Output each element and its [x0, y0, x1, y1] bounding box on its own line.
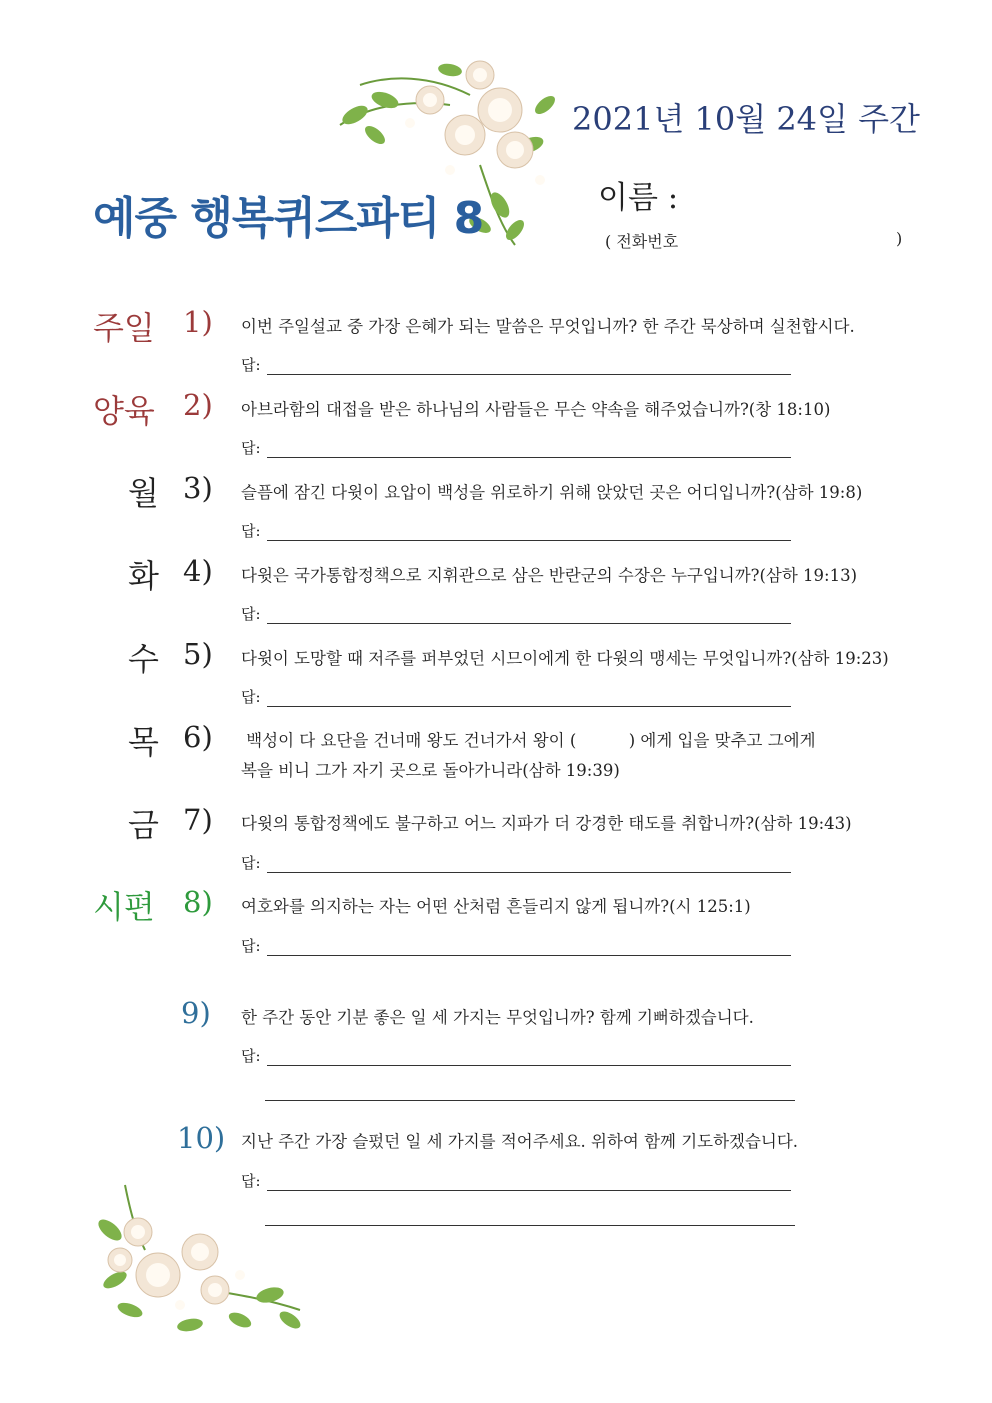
answer-line-extra[interactable]: [265, 1224, 795, 1226]
rose-bouquet-bottom-image: [90, 1180, 310, 1340]
question-number: 7): [183, 803, 213, 837]
page-title: 예중 행복퀴즈파티 8: [93, 193, 484, 244]
day-label: 월: [128, 474, 159, 512]
name-label: 이름 :: [598, 180, 679, 216]
day-label: 수: [128, 640, 159, 678]
answer-line-extra[interactable]: [265, 1099, 795, 1101]
question-text: 아브라함의 대접을 받은 하나님의 사람들은 무슨 약속을 해주었습니까?(창 18:10): [241, 400, 831, 419]
question-text: 여호와를 의지하는 자는 어떤 산처럼 흔들리지 않게 됩니까?(시 125:1): [241, 897, 751, 916]
answer-label: 답:: [241, 522, 261, 540]
question-number: 6): [183, 720, 213, 754]
question-number: 9): [181, 996, 211, 1030]
answer-line: [267, 443, 791, 458]
question-text: 슬픔에 잠긴 다윗이 요압이 백성을 위로하기 위해 앉았던 곳은 어디입니까?(삼하 19:8): [241, 483, 863, 502]
question-text: 다윗은 국가통합정책으로 지휘관으로 삼은 반란군의 수장은 누구입니까?(삼하 19:13): [241, 566, 858, 585]
question-text: 다윗이 도망할 때 저주를 퍼부었던 시므이에게 한 다윗의 맹세는 무엇입니까?(삼하 19:23): [241, 649, 889, 668]
answer-label: 답:: [241, 1047, 261, 1065]
question-number: 5): [183, 637, 213, 671]
phone-label: ( 전화번호: [605, 232, 679, 251]
answer-label: 답:: [241, 1172, 261, 1190]
answer-field[interactable]: [241, 354, 791, 375]
question-text: 다윗의 통합정책에도 불구하고 어느 지파가 더 강경한 태도를 취합니까?(삼하 19:43): [241, 814, 852, 833]
answer-line: [267, 941, 791, 956]
answer-line: [267, 1051, 791, 1066]
answer-field[interactable]: [241, 1170, 791, 1191]
question-text: 지난 주간 가장 슬펐던 일 세 가지를 적어주세요. 위하여 함께 기도하겠습니다.: [241, 1132, 799, 1151]
answer-label: 답:: [241, 439, 261, 457]
answer-line: [267, 526, 791, 541]
answer-field[interactable]: [241, 935, 791, 956]
answer-field[interactable]: [241, 1045, 791, 1066]
question-text-line1: 백성이 다 요단을 건너매 왕도 건너가서 왕이 ( ) 에게 입을 맞추고 그에게: [241, 731, 816, 750]
answer-label: 답:: [241, 854, 261, 872]
answer-field[interactable]: [241, 603, 791, 624]
answer-line: [267, 692, 791, 707]
answer-line: [267, 858, 791, 873]
day-label: 목: [128, 723, 159, 761]
answer-label: 답:: [241, 356, 261, 374]
quiz-date: 2021년 10월 24일 주간: [572, 100, 920, 138]
phone-close-paren: ): [896, 229, 903, 248]
answer-label: 답:: [241, 688, 261, 706]
answer-field[interactable]: [241, 852, 791, 873]
answer-line: [267, 360, 791, 375]
day-label: 화: [128, 557, 159, 595]
question-number: 4): [183, 554, 213, 588]
question-text-line2: 복을 비니 그가 자기 곳으로 돌아가니라(삼하 19:39): [241, 761, 620, 780]
question-number: 2): [183, 388, 213, 422]
day-label: 시편: [93, 888, 155, 926]
question-number: 3): [183, 471, 213, 505]
day-label: 주일: [93, 309, 155, 347]
answer-field[interactable]: [241, 520, 791, 541]
answer-label: 답:: [241, 937, 261, 955]
answer-line: [267, 609, 791, 624]
day-label: 양육: [93, 392, 155, 430]
question-number: 1): [183, 305, 213, 339]
answer-line: [267, 1176, 791, 1191]
question-number: 10): [177, 1121, 226, 1155]
question-number: 8): [183, 885, 213, 919]
answer-label: 답:: [241, 605, 261, 623]
question-text: 한 주간 동안 기분 좋은 일 세 가지는 무엇입니까? 함께 기뻐하겠습니다.: [241, 1008, 754, 1027]
answer-field[interactable]: [241, 437, 791, 458]
question-text: 이번 주일설교 중 가장 은혜가 되는 말씀은 무엇입니까? 한 주간 묵상하며 실천합시다.: [241, 317, 855, 336]
answer-field[interactable]: [241, 686, 791, 707]
day-label: 금: [128, 806, 159, 844]
